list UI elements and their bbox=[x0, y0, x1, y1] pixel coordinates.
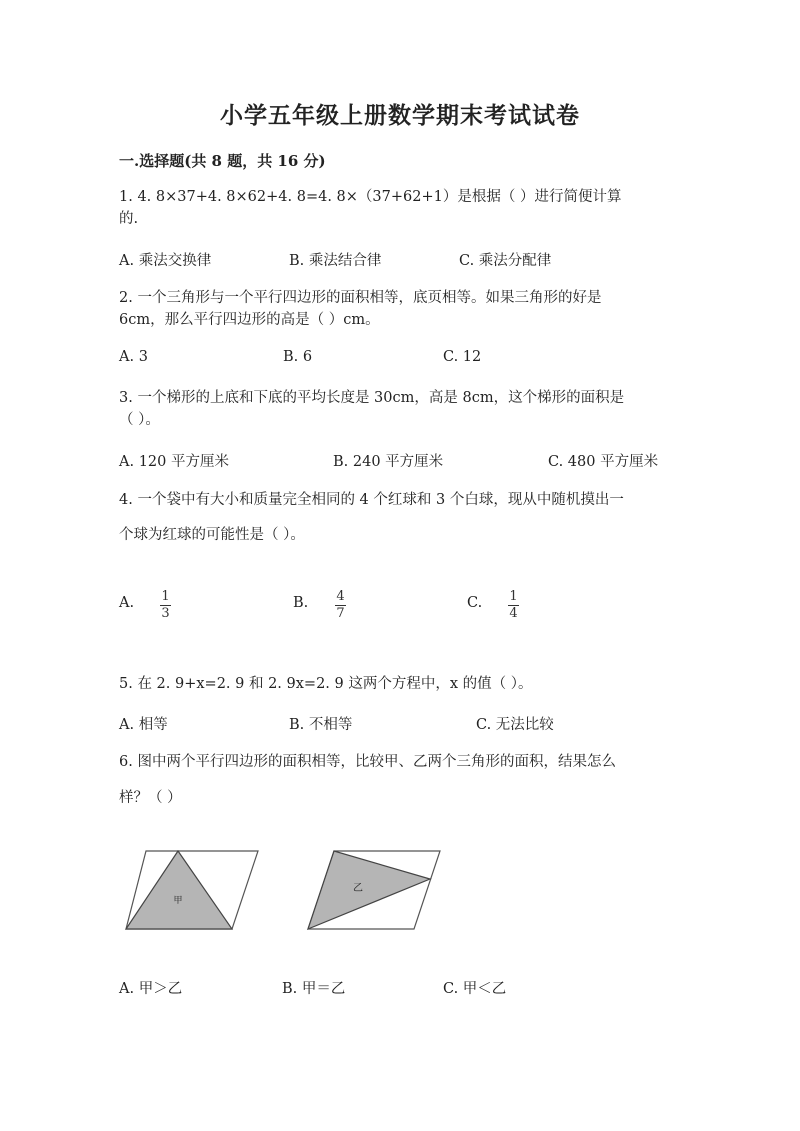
fraction-numerator: 4 bbox=[336, 589, 345, 604]
question-4-option-b[interactable]: B. bbox=[293, 595, 309, 611]
question-2-option-b[interactable]: B. 6 bbox=[283, 349, 313, 365]
triangle-yi-label: 乙 bbox=[353, 883, 363, 894]
question-4-line-2: 个球为红球的可能性是（ ）。 bbox=[119, 527, 305, 543]
question-3-line-1: 3. 一个梯形的上底和下底的平均长度是 30cm，高是 8cm，这个梯形的面积是 bbox=[119, 390, 625, 406]
triangle-jia bbox=[126, 851, 232, 929]
question-3-option-c[interactable]: C. 480 平方厘米 bbox=[548, 454, 659, 470]
fraction-denominator: 4 bbox=[509, 606, 518, 621]
question-1-option-b[interactable]: B. 乘法结合律 bbox=[289, 253, 382, 269]
question-1-line-2: 的. bbox=[119, 211, 139, 227]
fraction-one-quarter bbox=[508, 590, 519, 621]
question-1-line-1: 1. 4. 8×37+4. 8×62+4. 8=4. 8×（37+62+1）是根据（ ）进行简便计算 bbox=[119, 189, 622, 205]
question-2-option-a[interactable]: A. 3 bbox=[119, 349, 148, 365]
question-3-option-a[interactable]: A. 120 平方厘米 bbox=[119, 454, 229, 470]
fraction-denominator: 7 bbox=[336, 606, 345, 621]
triangle-jia-label: 甲 bbox=[173, 896, 183, 906]
question-5-line-1: 5. 在 2. 9+x=2. 9 和 2. 9x=2. 9 这两个方程中，x 的值（ ）。 bbox=[119, 676, 533, 692]
question-6-option-c[interactable]: C. 甲＜乙 bbox=[443, 981, 507, 997]
question-5-option-b[interactable]: B. 不相等 bbox=[289, 717, 353, 733]
question-1-option-a[interactable]: A. 乘法交换律 bbox=[119, 253, 212, 269]
question-6-option-b[interactable]: B. 甲＝乙 bbox=[282, 981, 346, 997]
question-4-option-a[interactable]: A. bbox=[119, 595, 135, 611]
fraction-numerator: 1 bbox=[509, 589, 518, 604]
question-5-option-c[interactable]: C. 无法比较 bbox=[476, 717, 554, 733]
question-5-option-a[interactable]: A. 相等 bbox=[119, 717, 168, 733]
triangle-yi bbox=[308, 851, 430, 929]
question-4-line-1: 4. 一个袋中有大小和质量完全相同的 4 个红球和 3 个白球，现从中随机摸出一 bbox=[119, 492, 624, 508]
question-4-option-c[interactable]: C. bbox=[467, 595, 483, 611]
section-heading: 一.选择题(共 8 题，共 16 分) bbox=[119, 152, 326, 170]
question-3-option-b[interactable]: B. 240 平方厘米 bbox=[333, 454, 444, 470]
question-2-option-c[interactable]: C. 12 bbox=[443, 349, 482, 365]
page-title: 小学五年级上册数学期末考试试卷 bbox=[220, 102, 580, 129]
question-1-option-c[interactable]: C. 乘法分配律 bbox=[459, 253, 552, 269]
question-2-line-2: 6cm，那么平行四边形的高是（ ）cm。 bbox=[119, 312, 380, 328]
question-6-line-1: 6. 图中两个平行四边形的面积相等，比较甲、乙两个三角形的面积，结果怎么 bbox=[119, 754, 616, 770]
question-6-line-2: 样？（ ） bbox=[119, 790, 182, 806]
fraction-four-sevenths bbox=[335, 590, 346, 621]
fraction-one-third bbox=[160, 590, 171, 621]
parallelogram-figure-jia bbox=[120, 845, 265, 935]
question-2-line-1: 2. 一个三角形与一个平行四边形的面积相等，底页相等。如果三角形的好是 bbox=[119, 290, 602, 306]
parallelogram-figure-yi bbox=[302, 845, 447, 935]
question-6-option-a[interactable]: A. 甲＞乙 bbox=[119, 981, 183, 997]
fraction-numerator: 1 bbox=[161, 589, 170, 604]
fraction-denominator: 3 bbox=[161, 606, 170, 621]
question-3-line-2: （ ）。 bbox=[119, 412, 160, 428]
